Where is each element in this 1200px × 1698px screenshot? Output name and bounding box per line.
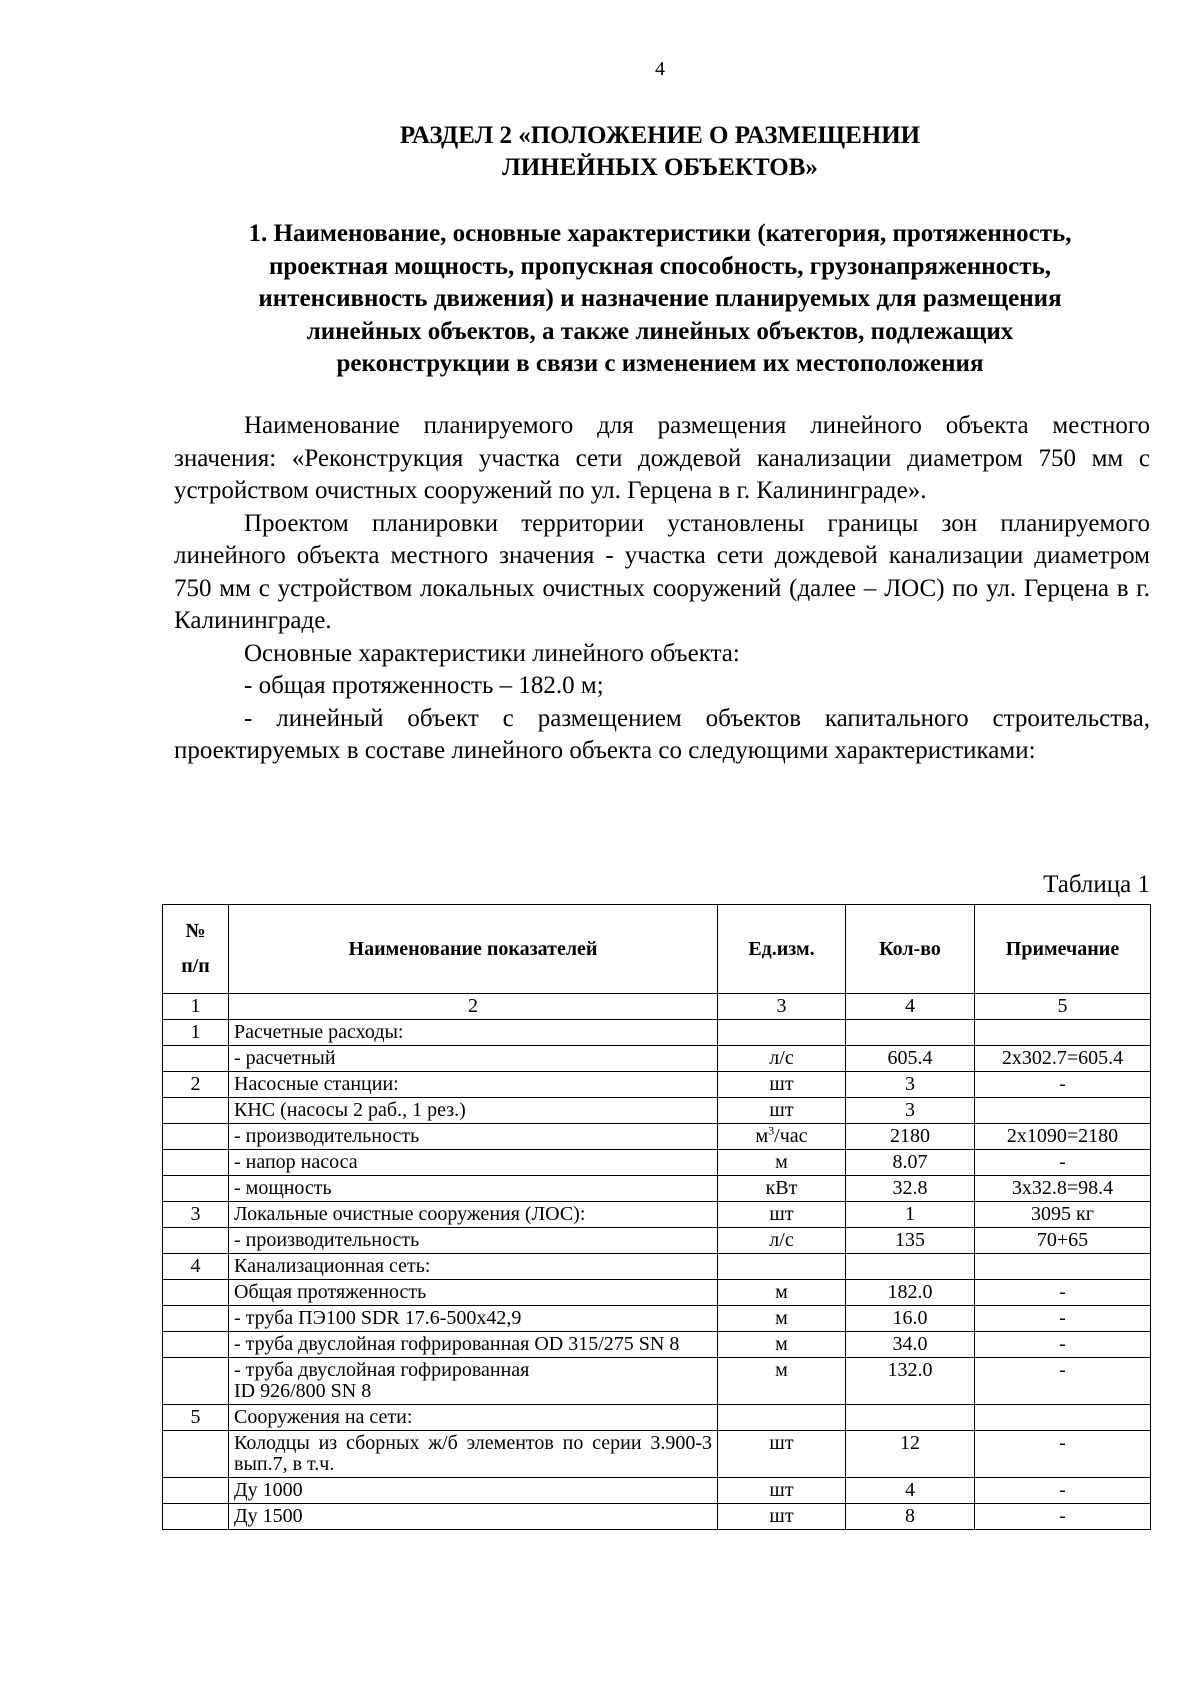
cell-num [163,1150,229,1176]
header-num-pp: п/п [181,955,210,977]
sub-heading-line: реконструкции в связи с изменением их местоположения [336,350,984,377]
cell-unit: шт [718,1098,846,1124]
cell-unit: шт [718,1202,846,1228]
table-row [163,1358,1151,1405]
column-number: 2 [229,994,718,1020]
cell-qty: 8.07 [846,1150,975,1176]
header-unit: Ед.изм. [718,905,846,994]
cell-unit: шт [718,1431,846,1478]
cell-num: 5 [163,1405,229,1431]
cell-name: Сооружения на сети: [229,1405,718,1431]
cell-qty [846,1254,975,1280]
cell-name: - расчетный [229,1046,718,1072]
cell-name: Общая протяженность [229,1280,718,1306]
header-num-symbol: № [185,920,206,942]
cell-qty: 2180 [846,1124,975,1150]
sub-heading-line: 1. Наименование, основные характеристики (категория, протяженность, [248,220,1072,247]
table-row [163,1202,1151,1228]
characteristics-table [162,904,1151,1530]
column-number: 4 [846,994,975,1020]
cell-note: 2х1090=2180 [975,1124,1151,1150]
cell-name: Локальные очистные сооружения (ЛОС): [229,1202,718,1228]
column-number: 3 [718,994,846,1020]
cell-num: 4 [163,1254,229,1280]
table-row [163,1072,1151,1098]
cell-name: - мощность [229,1176,718,1202]
sub-heading-line: проектная мощность, пропускная способность, грузонапряженность, [268,252,1052,280]
cell-qty: 16.0 [846,1306,975,1332]
cell-unit: шт [718,1504,846,1530]
cell-unit: шт [718,1478,846,1504]
table-row [163,1098,1151,1124]
cell-name: КНС (насосы 2 раб., 1 рез.) [229,1098,718,1124]
cell-name: - труба ПЭ100 SDR 17.6-500х42,9 [229,1306,718,1332]
cell-unit: м [718,1306,846,1332]
table-row [163,1046,1151,1072]
table-row [163,1124,1151,1150]
cell-num [163,1358,229,1405]
cell-unit [718,1405,846,1431]
cell-num [163,1098,229,1124]
column-number: 5 [975,994,1151,1020]
cell-name: - производительность [229,1124,718,1150]
paragraph-linear-object: - линейный объект с размещением объектов капитального строительства, проектируемых в составе линейного объекта со следующими характеристиками: [174,704,1150,764]
cell-num [163,1478,229,1504]
cell-qty: 135 [846,1228,975,1254]
cell-qty: 12 [846,1431,975,1478]
column-number: 1 [163,994,229,1020]
cell-num [163,1504,229,1530]
table-row [163,1431,1151,1478]
cell-note: - [975,1478,1151,1504]
cell-note: - [975,1431,1151,1478]
cell-unit: м [718,1332,846,1358]
table-header-row [163,905,1151,994]
unit-rest: /час [774,1125,808,1147]
header-num [163,905,229,994]
paragraph-zone-boundaries: Проектом планировки территории установлены границы зон планируемого линейного объекта местного значения - участка сети дождевой канализации диаметром 750 мм с устройством локальных очистных сооружений (далее – ЛОС) по ул. Герцена в г. Калининграде. [174,509,1150,634]
table-row [163,1504,1151,1530]
cell-unit [718,1254,846,1280]
cell-num: 3 [163,1202,229,1228]
cell-name-line: - труба двуслойная гофрированная [234,1359,530,1381]
cell-qty: 3 [846,1098,975,1124]
cell-note: 70+65 [975,1228,1151,1254]
cell-note: - [975,1072,1151,1098]
cell-note: 2х302.7=605.4 [975,1046,1151,1072]
cell-unit [718,1020,846,1046]
cell-note [975,1405,1151,1431]
cell-num [163,1124,229,1150]
paragraph-total-length: - общая протяженность – 182.0 м; [244,672,604,699]
cell-name [229,1358,718,1405]
cell-note: 3095 кг [975,1202,1151,1228]
table-row [163,1020,1151,1046]
table-caption: Таблица 1 [1043,871,1150,898]
table-row [163,1332,1151,1358]
page-number: 4 [655,58,665,80]
cell-unit: м [718,1280,846,1306]
cell-qty: 182.0 [846,1280,975,1306]
sub-heading-line: линейных объектов, а также линейных объектов, подлежащих [306,317,1014,345]
cell-qty: 605.4 [846,1046,975,1072]
sub-heading [172,218,1148,381]
cell-qty: 132.0 [846,1358,975,1405]
cell-qty: 1 [846,1202,975,1228]
cell-unit: кВт [718,1176,846,1202]
cell-note [975,1254,1151,1280]
cell-name: - производительность [229,1228,718,1254]
cell-num [163,1332,229,1358]
cell-note: - [975,1150,1151,1176]
cell-note: - [975,1306,1151,1332]
cell-name: Расчетные расходы: [229,1020,718,1046]
cell-name: - напор насоса [229,1150,718,1176]
table-row [163,1150,1151,1176]
cell-num [163,1306,229,1332]
cell-num [163,1228,229,1254]
unit-superscript: 3 [768,1123,775,1138]
cell-num: 2 [163,1072,229,1098]
paragraph-object-name: Наименование планируемого для размещения линейного объекта местного значения: «Реконструкция участка сети дождевой канализации диаметром 750 мм с устройством очистных сооружений по ул. Герцена в г. Калининграде». [174,412,1150,504]
cell-name: Колодцы из сборных ж/б элементов по серии 3.900-3 вып.7, в т.ч. [229,1431,718,1478]
cell-qty: 4 [846,1478,975,1504]
cell-note: - [975,1332,1151,1358]
cell-qty: 34.0 [846,1332,975,1358]
header-note: Примечание [975,905,1151,994]
header-name: Наименование показателей [229,905,718,994]
cell-num [163,1431,229,1478]
paragraph-characteristics-intro: Основные характеристики линейного объекта: [244,639,740,667]
table-row [163,1405,1151,1431]
table-row [163,1176,1151,1202]
cell-name: - труба двуслойная гофрированная OD 315/275 SN 8 [229,1332,718,1358]
cell-name: Ду 1500 [229,1504,718,1530]
section-title-line: ЛИНЕЙНЫХ ОБЪЕКТОВ» [502,154,818,181]
sub-heading-line: интенсивность движения) и назначение планируемых для размещения [258,285,1062,312]
table-row [163,1228,1151,1254]
table-row [163,1478,1151,1504]
cell-qty: 3 [846,1072,975,1098]
cell-name: Насосные станции: [229,1072,718,1098]
cell-qty: 32.8 [846,1176,975,1202]
cell-note: - [975,1280,1151,1306]
cell-unit: м [718,1358,846,1405]
cell-note [975,1098,1151,1124]
cell-name: Канализационная сеть: [229,1254,718,1280]
body-text [174,410,1150,768]
header-qty: Кол-во [846,905,975,994]
cell-unit: шт [718,1072,846,1098]
cell-note: - [975,1358,1151,1405]
table-row [163,1280,1151,1306]
column-number-row [163,994,1151,1020]
cell-qty [846,1405,975,1431]
cell-name: Ду 1000 [229,1478,718,1504]
section-title [150,120,1170,184]
cell-qty [846,1020,975,1046]
cell-note: - [975,1504,1151,1530]
cell-num [163,1046,229,1072]
cell-num [163,1176,229,1202]
section-title-line: РАЗДЕЛ 2 «ПОЛОЖЕНИЕ О РАЗМЕЩЕНИИ [399,122,921,149]
cell-qty: 8 [846,1504,975,1530]
cell-unit: л/с [718,1228,846,1254]
cell-note: 3х32.8=98.4 [975,1176,1151,1202]
table-row [163,1254,1151,1280]
cell-note [975,1020,1151,1046]
cell-num: 1 [163,1020,229,1046]
cell-num [163,1280,229,1306]
cell-unit: л/с [718,1046,846,1072]
table-row [163,1306,1151,1332]
cell-name-line: ID 926/800 SN 8 [234,1380,372,1402]
cell-unit: м [718,1150,846,1176]
unit-base: м [755,1125,769,1147]
cell-unit [718,1124,846,1150]
